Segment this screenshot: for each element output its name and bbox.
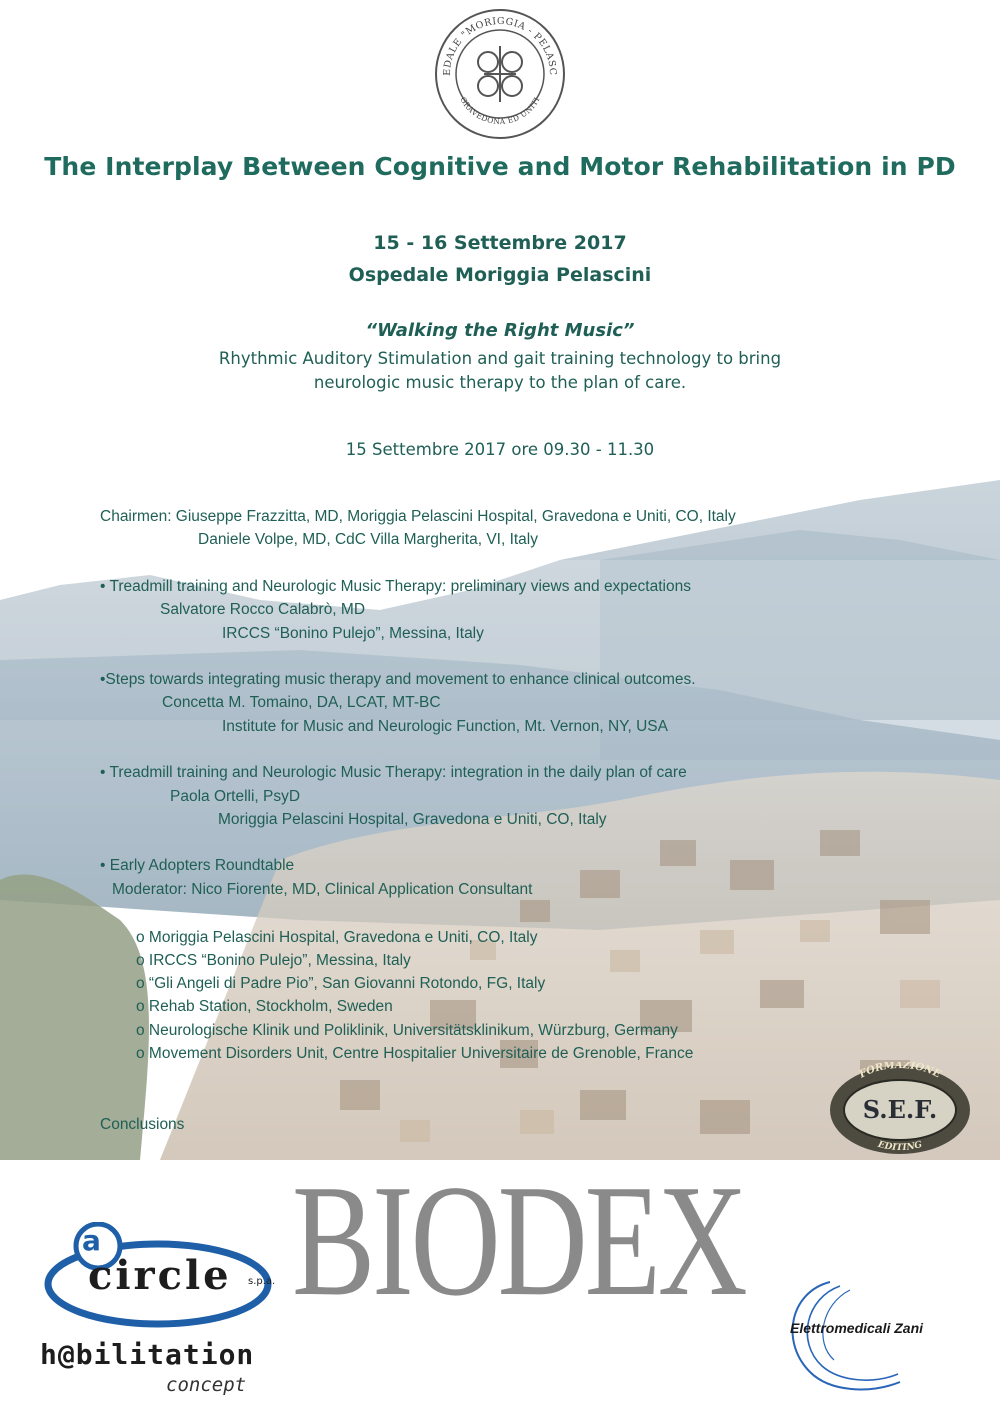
chairmen-line-2: Daniele Volpe, MD, CdC Villa Margherita, VI, Italy xyxy=(198,531,539,548)
concept-wordmark: concept xyxy=(166,1374,247,1396)
roundtable-item: o Moriggia Pelascini Hospital, Gravedona e Uniti, CO, Italy xyxy=(136,929,538,946)
habilitation-wordmark: h@bilitation xyxy=(40,1338,255,1371)
sef-top-text: FORMAZIONE xyxy=(857,1062,943,1081)
talk-1-title: • Treadmill training and Neurologic Music Therapy: preliminary views and expectations xyxy=(100,578,691,595)
biodex-wordmark: BIODEX xyxy=(292,1151,745,1329)
roundtable-item: o IRCCS “Bonino Pulejo”, Messina, Italy xyxy=(136,952,411,969)
session-description-line2: neurologic music therapy to the plan of care. xyxy=(313,373,687,392)
roundtable-item: o Neurologische Klinik und Poliklinik, Universitätsklinikum, Würzburg, Germany xyxy=(136,1022,678,1039)
session-description-line1: Rhythmic Auditory Stimulation and gait training technology to bring xyxy=(218,349,782,368)
event-dates: 15 - 16 Settembre 2017 xyxy=(373,232,627,254)
talk-3-affiliation: Moriggia Pelascini Hospital, Gravedona e Uniti, CO, Italy xyxy=(218,811,607,828)
seal-bottom-text: GRAVEDONA ED UNITI xyxy=(458,95,542,127)
roundtable-item: o “Gli Angeli di Padre Pio”, San Giovanni Rotondo, FG, Italy xyxy=(136,975,546,992)
event-title: The Interplay Between Cognitive and Motor Rehabilitation in PD xyxy=(44,152,956,181)
zani-logo xyxy=(770,1262,970,1402)
hospital-seal xyxy=(430,6,570,142)
circle-logo xyxy=(38,1222,288,1332)
chairmen-line-1: Chairmen: Giuseppe Frazzitta, MD, Moriggia Pelascini Hospital, Gravedona e Uniti, CO, Italy xyxy=(100,508,736,525)
circle-logo-a: a xyxy=(82,1224,101,1257)
biodex-logo xyxy=(292,1150,745,1330)
talk-1-affiliation: IRCCS “Bonino Pulejo”, Messina, Italy xyxy=(222,625,484,642)
roundtable-item: o Rehab Station, Stockholm, Sweden xyxy=(136,998,393,1015)
talk-1-speaker: Salvatore Rocco Calabrò, MD xyxy=(160,601,366,618)
roundtable-title: • Early Adopters Roundtable xyxy=(100,857,295,874)
talk-2-title: •Steps towards integrating music therapy and movement to enhance clinical outcomes. xyxy=(100,671,696,688)
talk-3-speaker: Paola Ortelli, PsyD xyxy=(170,788,301,805)
roundtable-item: o Movement Disorders Unit, Centre Hospitalier Universitaire de Grenoble, France xyxy=(136,1045,694,1062)
session-time-slot: 15 Settembre 2017 ore 09.30 - 11.30 xyxy=(345,440,655,459)
zani-wordmark: Elettromedicali Zani xyxy=(790,1320,924,1336)
circle-logo-suffix: s.p.a. xyxy=(248,1276,276,1287)
seal-ring-text: EDALE "MORIGGIA - PELASC xyxy=(441,15,559,77)
sef-badge xyxy=(826,1062,974,1158)
event-venue: Ospedale Moriggia Pelascini xyxy=(348,264,652,286)
talk-3-title: • Treadmill training and Neurologic Music Therapy: integration in the daily plan of care xyxy=(100,764,687,781)
conclusions: Conclusions xyxy=(100,1116,185,1133)
sef-bottom-text: EDITING xyxy=(876,1139,924,1154)
talk-2-affiliation: Institute for Music and Neurologic Function, Mt. Vernon, NY, USA xyxy=(222,718,668,735)
sef-center-text: S.E.F. xyxy=(862,1095,938,1124)
roundtable-moderator: Moderator: Nico Fiorente, MD, Clinical Application Consultant xyxy=(112,881,533,898)
session-title: “Walking the Right Music” xyxy=(365,320,635,341)
talk-2-speaker: Concetta M. Tomaino, DA, LCAT, MT-BC xyxy=(162,694,441,711)
circle-logo-name: circle xyxy=(88,1252,232,1299)
